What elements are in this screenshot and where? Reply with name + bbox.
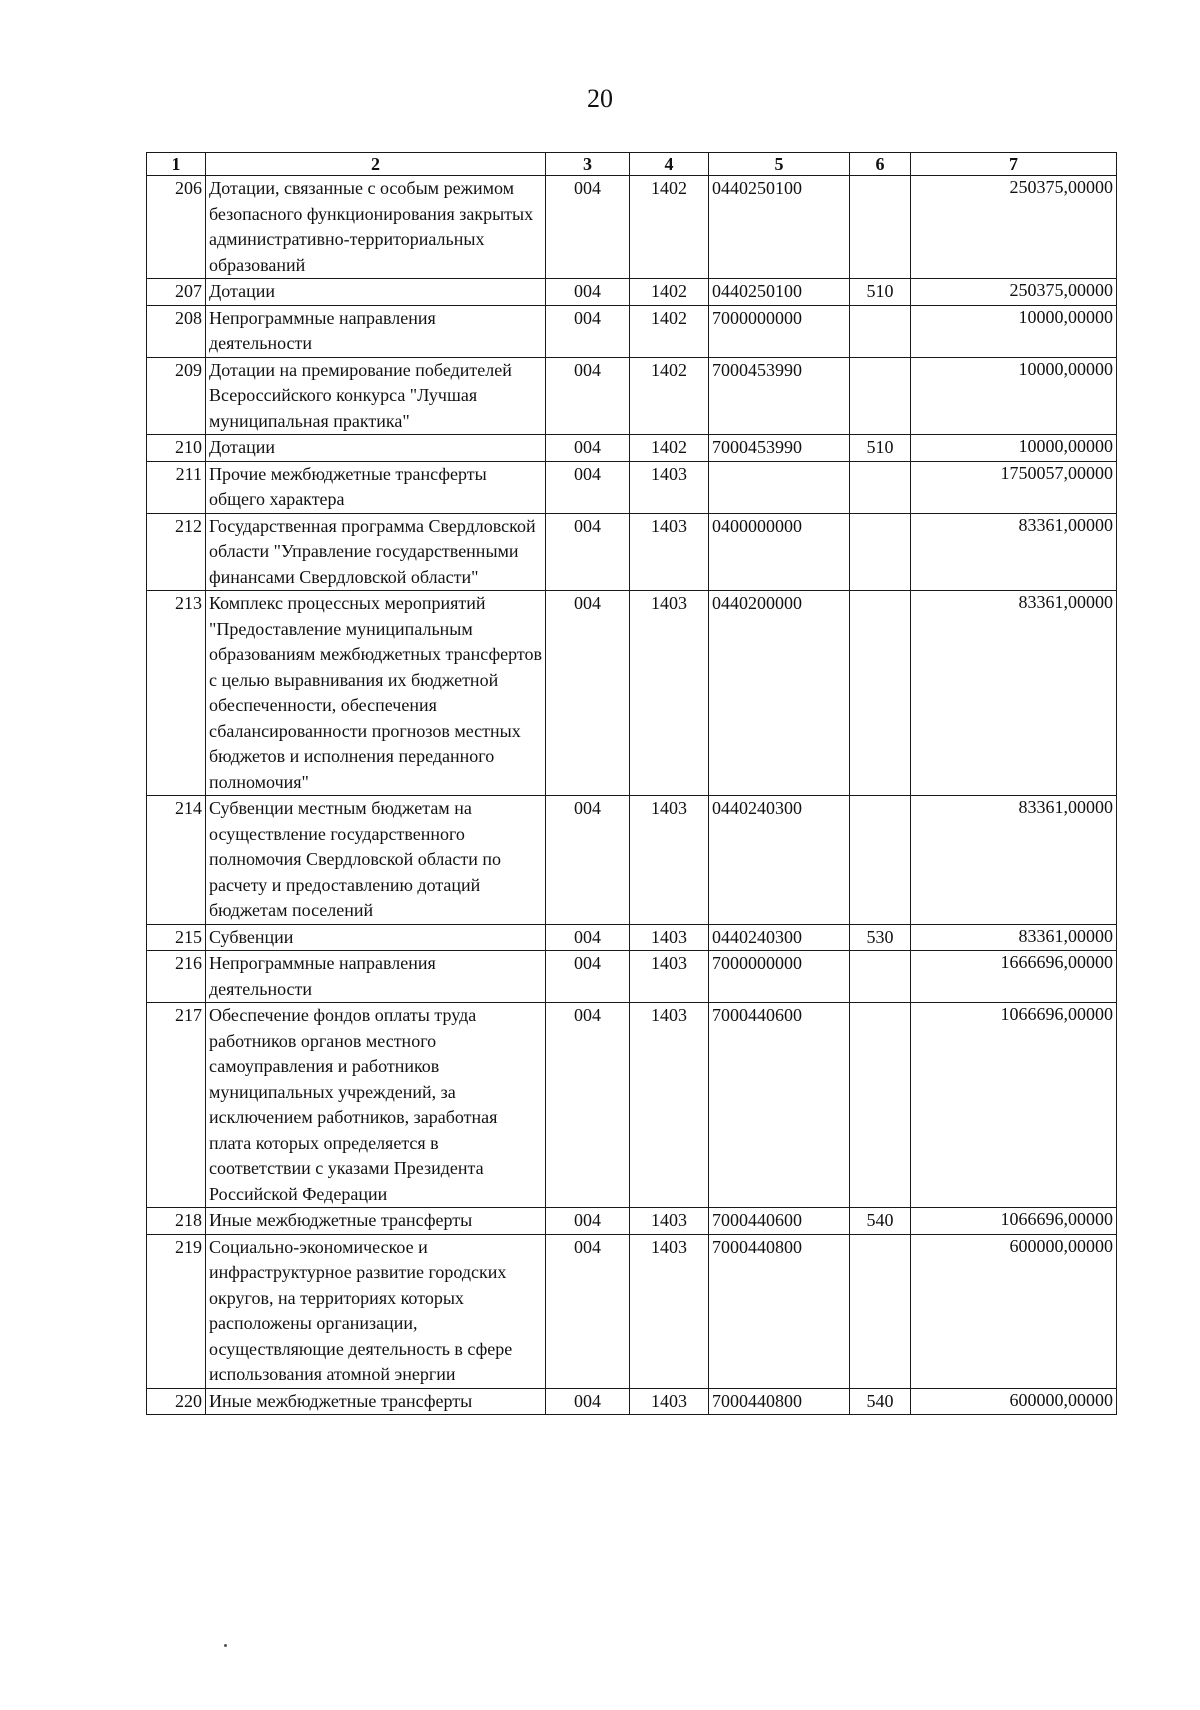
row-col-4: 1403 <box>630 1003 709 1208</box>
table-row <box>147 305 1117 357</box>
row-col-5: 0440200000 <box>709 591 850 796</box>
row-number: 218 <box>147 1208 206 1235</box>
row-col-5: 7000440800 <box>709 1234 850 1388</box>
row-number: 217 <box>147 1003 206 1208</box>
row-col-4: 1402 <box>630 357 709 435</box>
row-amount: 10000,00000 <box>911 305 1117 357</box>
row-name: Иные межбюджетные трансферты <box>206 1388 546 1415</box>
row-col-5: 7000000000 <box>709 951 850 1003</box>
row-col-3: 004 <box>546 924 630 951</box>
row-col-6 <box>850 1003 911 1208</box>
row-amount: 250375,00000 <box>911 279 1117 306</box>
row-col-3: 004 <box>546 357 630 435</box>
table-row <box>147 176 1117 279</box>
header-row <box>147 153 1117 176</box>
row-col-3: 004 <box>546 461 630 513</box>
table-row <box>147 1003 1117 1208</box>
row-col-5: 0440240300 <box>709 796 850 925</box>
row-amount: 250375,00000 <box>911 176 1117 279</box>
row-col-3: 004 <box>546 279 630 306</box>
row-number: 213 <box>147 591 206 796</box>
row-number: 212 <box>147 513 206 591</box>
row-number: 210 <box>147 435 206 462</box>
row-number: 220 <box>147 1388 206 1415</box>
row-col-3: 004 <box>546 951 630 1003</box>
row-number: 216 <box>147 951 206 1003</box>
row-col-4: 1402 <box>630 176 709 279</box>
row-number: 214 <box>147 796 206 925</box>
row-number: 206 <box>147 176 206 279</box>
row-name: Социально-экономическое и инфраструктурное развитие городских округов, на территориях которых расположены организации, осуществляющие деятельность в сфере использования атомной энергии <box>206 1234 546 1388</box>
row-col-6: 510 <box>850 435 911 462</box>
row-amount: 600000,00000 <box>911 1388 1117 1415</box>
row-col-5: 7000440600 <box>709 1003 850 1208</box>
row-col-4: 1403 <box>630 461 709 513</box>
row-col-6: 540 <box>850 1208 911 1235</box>
row-name: Обеспечение фондов оплаты труда работников органов местного самоуправления и работников муниципальных учреждений, за исключением работников, заработная плата которых определяется в соответствии с указами Президента Российской Федерации <box>206 1003 546 1208</box>
row-name: Дотации, связанные с особым режимом безопасного функционирования закрытых административно-территориальных образований <box>206 176 546 279</box>
row-number: 209 <box>147 357 206 435</box>
row-name: Государственная программа Свердловской области "Управление государственными финансами Свердловской области" <box>206 513 546 591</box>
row-number: 219 <box>147 1234 206 1388</box>
row-amount: 1066696,00000 <box>911 1208 1117 1235</box>
row-col-6 <box>850 951 911 1003</box>
table-row <box>147 591 1117 796</box>
row-col-4: 1403 <box>630 591 709 796</box>
row-col-3: 004 <box>546 1003 630 1208</box>
row-name: Субвенции <box>206 924 546 951</box>
table-row <box>147 435 1117 462</box>
row-amount: 1666696,00000 <box>911 951 1117 1003</box>
header-col-7: 7 <box>911 153 1117 176</box>
row-col-6 <box>850 176 911 279</box>
row-col-6 <box>850 796 911 925</box>
row-col-6: 530 <box>850 924 911 951</box>
budget-table <box>146 152 1117 1415</box>
row-col-4: 1403 <box>630 1234 709 1388</box>
table-row <box>147 796 1117 925</box>
header-col-4: 4 <box>630 153 709 176</box>
header-col-3: 3 <box>546 153 630 176</box>
row-col-5: 0440250100 <box>709 176 850 279</box>
row-col-6 <box>850 513 911 591</box>
row-col-6: 510 <box>850 279 911 306</box>
row-col-3: 004 <box>546 1208 630 1235</box>
row-name: Дотации <box>206 435 546 462</box>
row-name: Субвенции местным бюджетам на осуществление государственного полномочия Свердловской области по расчету и предоставлению дотаций бюджетам поселений <box>206 796 546 925</box>
row-amount: 83361,00000 <box>911 513 1117 591</box>
row-col-6 <box>850 591 911 796</box>
row-amount: 83361,00000 <box>911 796 1117 925</box>
row-col-5: 0440250100 <box>709 279 850 306</box>
header-col-5: 5 <box>709 153 850 176</box>
table-row <box>147 1388 1117 1415</box>
row-col-4: 1403 <box>630 513 709 591</box>
row-col-6 <box>850 1234 911 1388</box>
row-col-3: 004 <box>546 796 630 925</box>
row-name: Комплекс процессных мероприятий "Предоставление муниципальным образованиям межбюджетных трансфертов с целью выравнивания их бюджетной обеспеченности, обеспечения сбалансированности прогнозов местных бюджетов и исполнения переданного полномочия" <box>206 591 546 796</box>
page-number: 20 <box>587 84 613 113</box>
scan-speck <box>224 1644 227 1647</box>
row-amount: 10000,00000 <box>911 435 1117 462</box>
row-col-5: 7000453990 <box>709 357 850 435</box>
row-col-3: 004 <box>546 513 630 591</box>
row-col-6 <box>850 461 911 513</box>
row-amount: 83361,00000 <box>911 924 1117 951</box>
row-col-4: 1402 <box>630 305 709 357</box>
row-amount: 10000,00000 <box>911 357 1117 435</box>
row-col-4: 1403 <box>630 1208 709 1235</box>
table-row <box>147 1234 1117 1388</box>
row-col-5: 0400000000 <box>709 513 850 591</box>
row-col-4: 1403 <box>630 924 709 951</box>
row-number: 215 <box>147 924 206 951</box>
row-amount: 600000,00000 <box>911 1234 1117 1388</box>
table-row <box>147 279 1117 306</box>
row-col-5 <box>709 461 850 513</box>
row-number: 207 <box>147 279 206 306</box>
row-col-4: 1402 <box>630 435 709 462</box>
row-col-3: 004 <box>546 176 630 279</box>
row-col-3: 004 <box>546 305 630 357</box>
table-row <box>147 924 1117 951</box>
row-amount: 83361,00000 <box>911 591 1117 796</box>
row-name: Иные межбюджетные трансферты <box>206 1208 546 1235</box>
row-col-3: 004 <box>546 1234 630 1388</box>
header-col-6: 6 <box>850 153 911 176</box>
row-col-4: 1403 <box>630 951 709 1003</box>
row-col-5: 7000440800 <box>709 1388 850 1415</box>
row-col-5: 7000000000 <box>709 305 850 357</box>
row-col-3: 004 <box>546 1388 630 1415</box>
row-col-6 <box>850 305 911 357</box>
table-row <box>147 951 1117 1003</box>
row-col-5: 7000440600 <box>709 1208 850 1235</box>
row-name: Дотации <box>206 279 546 306</box>
header-col-2: 2 <box>206 153 546 176</box>
row-name: Непрограммные направления деятельности <box>206 305 546 357</box>
row-col-6 <box>850 357 911 435</box>
row-col-3: 004 <box>546 591 630 796</box>
row-name: Дотации на премирование победителей Всероссийского конкурса "Лучшая муниципальная практика" <box>206 357 546 435</box>
row-col-6: 540 <box>850 1388 911 1415</box>
row-col-5: 0440240300 <box>709 924 850 951</box>
row-col-3: 004 <box>546 435 630 462</box>
table-row <box>147 357 1117 435</box>
row-col-4: 1403 <box>630 1388 709 1415</box>
header-col-1: 1 <box>147 153 206 176</box>
row-number: 208 <box>147 305 206 357</box>
row-col-4: 1403 <box>630 796 709 925</box>
row-name: Прочие межбюджетные трансферты общего характера <box>206 461 546 513</box>
row-number: 211 <box>147 461 206 513</box>
row-col-4: 1402 <box>630 279 709 306</box>
row-amount: 1066696,00000 <box>911 1003 1117 1208</box>
table-row <box>147 1208 1117 1235</box>
table-row <box>147 513 1117 591</box>
row-col-5: 7000453990 <box>709 435 850 462</box>
row-amount: 1750057,00000 <box>911 461 1117 513</box>
table-row <box>147 461 1117 513</box>
row-name: Непрограммные направления деятельности <box>206 951 546 1003</box>
